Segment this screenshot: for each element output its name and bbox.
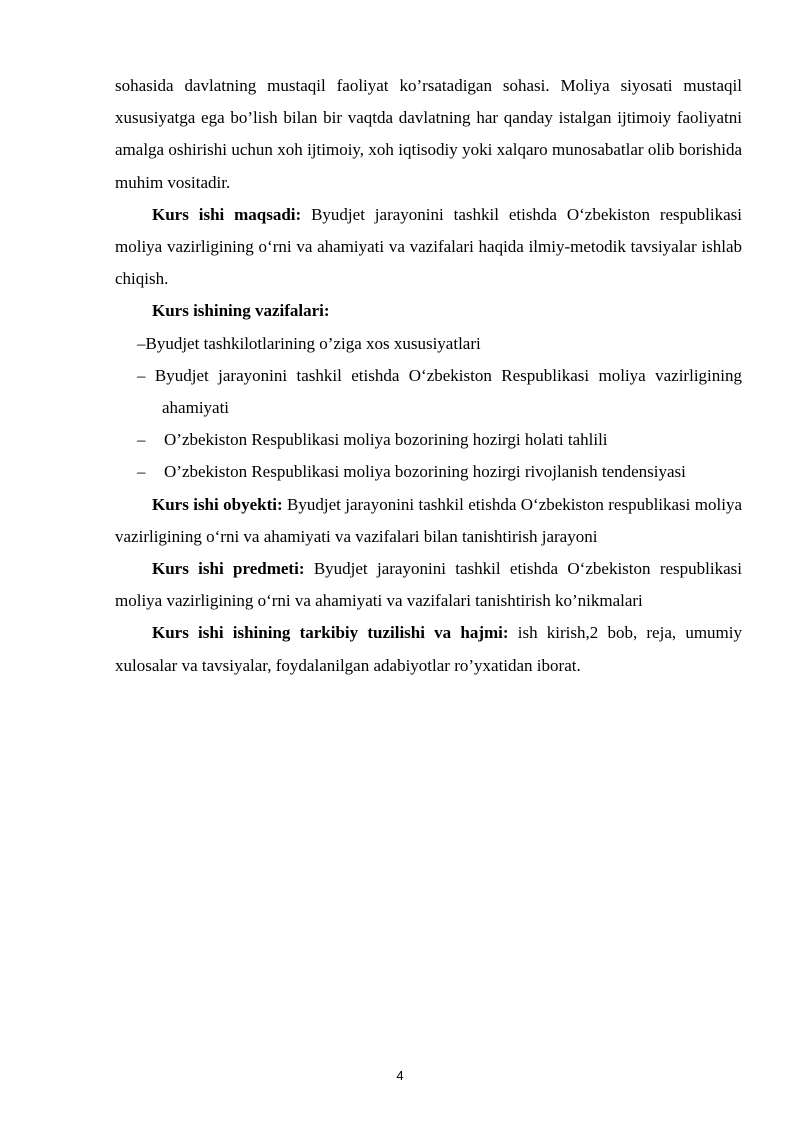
structure-text: ish kirish,2 bob, reja, umumiy xulosalar va tavsiyalar, foydalanilgan adabiyotlar ro’yxatidan iborat. (115, 623, 742, 675)
task-item (115, 360, 742, 424)
tasks-heading (115, 295, 742, 327)
subject-text: Byudjet jarayonini tashkil etishda O‘zbekiston respublikasi moliya vazirligining o‘rni va ahamiyati va vazifalari tanishtirish ko’nikmalari (115, 559, 742, 611)
dash-bullet: – (137, 430, 146, 450)
task-item-text: O’zbekiston Respublikasi moliya bozorining hozirgi holati tahlili (164, 430, 608, 450)
structure-paragraph (115, 617, 742, 681)
purpose-text: Byudjet jarayonini tashkil etishda O‘zbekiston respublikasi moliya vazirligining o‘rni va ahamiyati va vazifalari haqida ilmiy-metodik tavsiyalar ishlab chiqish. (115, 204, 742, 289)
purpose-paragraph (115, 199, 742, 296)
purpose-label: Kurs ishi maqsadi: (152, 204, 302, 224)
task-item-text: Byudjet tashkilotlarining o’ziga xos xususiyatlari (145, 333, 481, 353)
structure-label: Kurs ishi ishining tarkibiy tuzilishi va hajmi: (152, 623, 509, 643)
tasks-heading-label: Kurs ishining vazifalari: (152, 301, 330, 321)
task-item-text: Byudjet jarayonini tashkil etishda O‘zbekiston Respublikasi moliya vazirligining ahamiyati (154, 365, 742, 418)
dash-bullet: – (137, 365, 146, 385)
task-item-text: O’zbekiston Respublikasi moliya bozorining hozirgi rivojlanish tendensiyasi (164, 462, 686, 482)
subject-label: Kurs ishi predmeti: (152, 559, 305, 579)
object-text: Byudjet jarayonini tashkil etishda O‘zbekiston respublikasi moliya vazirligining o‘rni va ahamiyati va vazifalari bilan tanishtirish jarayoni (115, 494, 742, 546)
object-paragraph (115, 489, 742, 553)
task-item (115, 328, 742, 360)
dash-bullet: – (137, 333, 146, 353)
intro-paragraph: sohasida davlatning mustaqil faoliyat ko’rsatadigan sohasi. Moliya siyosati mustaqil xususiyatga ega bo’lish bilan bir vaqtda davlatning har qanday istalgan ijtimoiy faoliyatni amalga oshirishi uchun xoh ijtimoiy, xoh iqtisodiy yoki xalqaro munosabatlar olib borishida muhim vositadir. (115, 76, 742, 192)
dash-bullet: – (137, 462, 146, 482)
task-item (115, 456, 742, 488)
page-number: 4 (396, 1068, 404, 1083)
task-item (115, 424, 742, 456)
page-body (115, 70, 742, 682)
subject-paragraph (115, 553, 742, 617)
object-label: Kurs ishi obyekti: (152, 494, 283, 514)
